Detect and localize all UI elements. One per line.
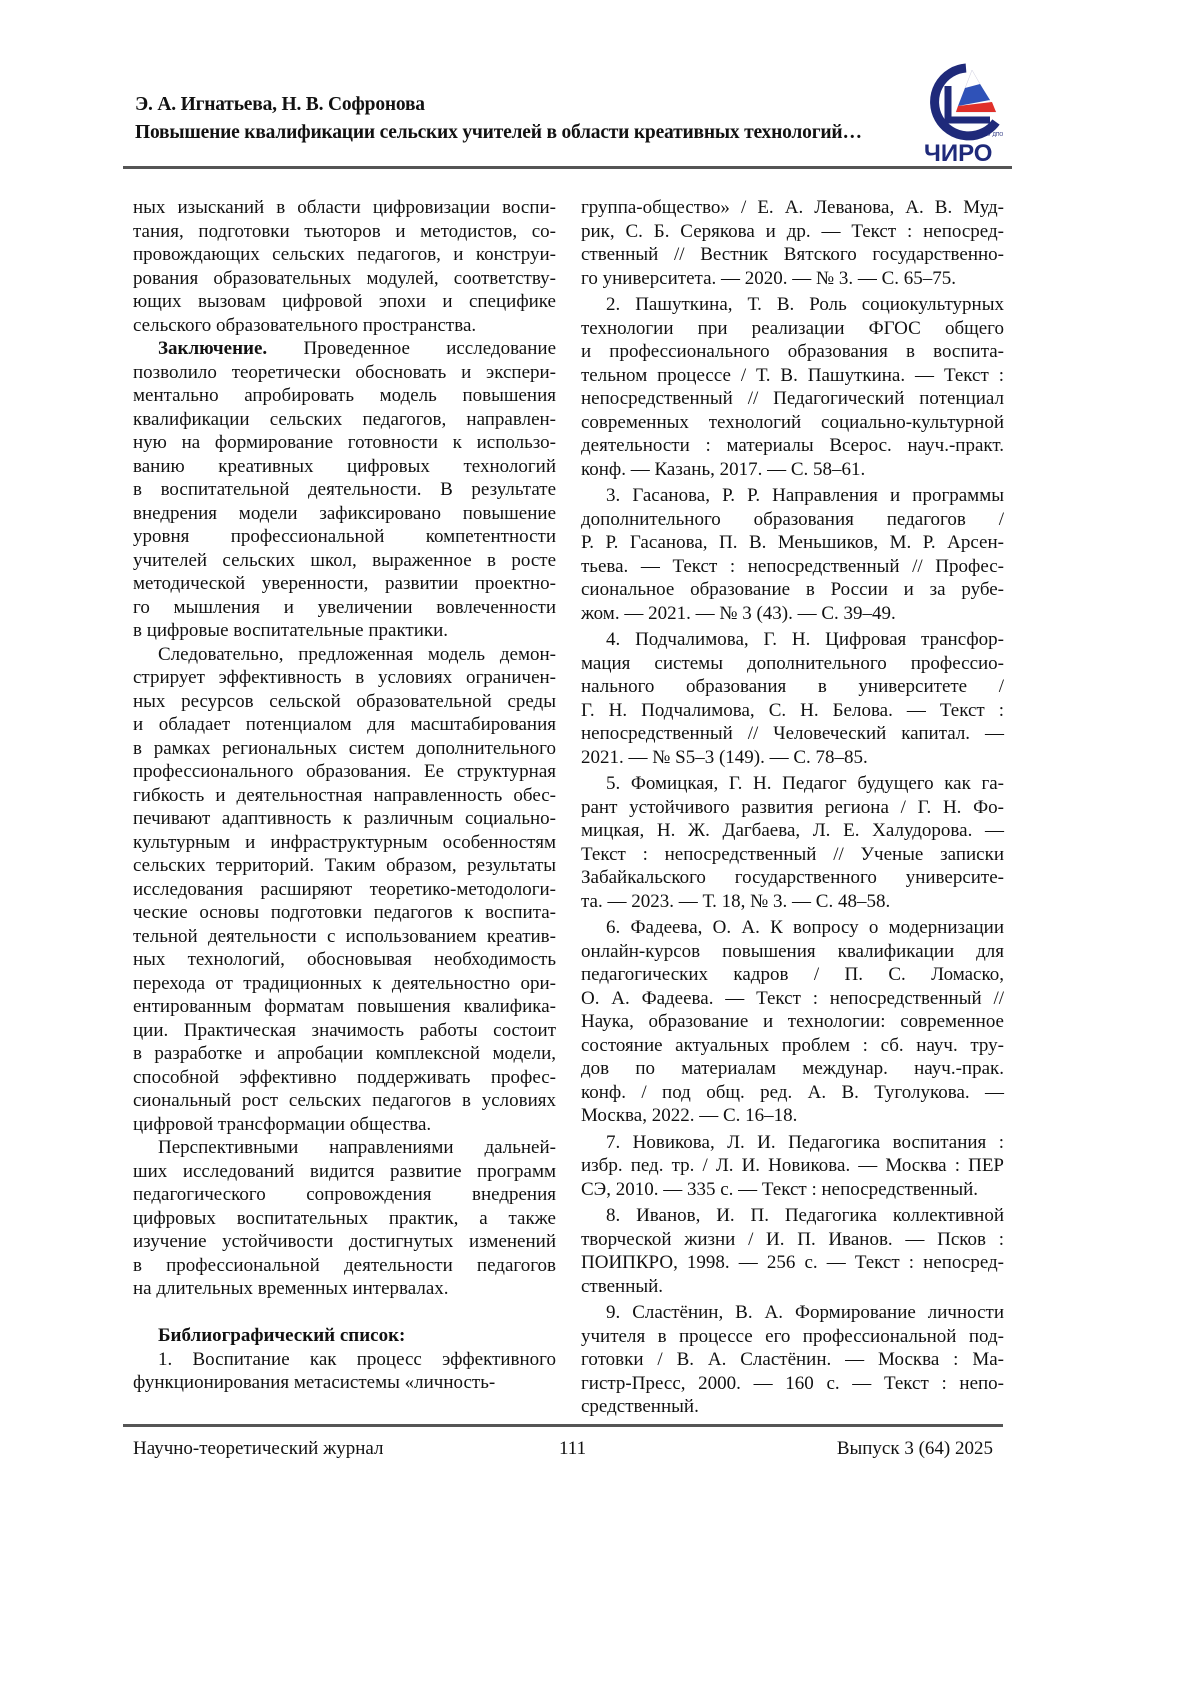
article-authors: Э. А. Игнатьева, Н. В. Софронова [135,94,425,116]
body-paragraph-line: ческие основы подготовки педагогов к воспита- [133,901,556,925]
reference-entry-line: дополнительного образования педагогов / [581,508,1004,532]
reference-entry-line: 4. Подчалимова, Г. Н. Цифровая трансфор- [581,628,1004,652]
reference-entry-line: жом. — 2021. — № 3 (43). — С. 39–49. [581,602,1004,626]
body-paragraph-line: исследования расширяют теоретико-методологи- [133,878,556,902]
reference-entry [133,1348,556,1395]
reference-entry [581,628,1004,769]
body-paragraph-line: перехода от традиционных к деятельностно ори- [133,972,556,996]
reference-entry-line: избр. пед. тр. / Л. И. Новикова. — Москва : ПЕР [581,1154,1004,1178]
body-paragraph-line: ции. Практическая значимость работы состоит [133,1019,556,1043]
body-paragraph-line: ентированным форматам повышения квалифика- [133,995,556,1019]
body-paragraph-line: педагогического сопровождения внедрения [133,1183,556,1207]
reference-entry-line: ственный. [581,1275,1004,1299]
reference-entry-line: группа-общество» / Е. А. Леванова, А. В. Муд- [581,196,1004,220]
section-gap [133,1301,556,1325]
reference-entry [581,293,1004,481]
body-paragraph-line: цифровой трансформации общества. [133,1113,556,1137]
reference-entry-line: рик, С. Б. Серякова и др. — Текст : непосред- [581,220,1004,244]
body-paragraph-line: гибкость и деятельностная направленность обес- [133,784,556,808]
reference-entry [581,1131,1004,1202]
right-column [581,196,1004,1422]
body-paragraph-line: стрирует эффективность в условиях ограничен- [133,666,556,690]
body-paragraph-line [133,337,556,361]
body-paragraph-line: тельной деятельности с использованием креатив- [133,925,556,949]
reference-entry-line: Забайкальского государственного университе- [581,866,1004,890]
reference-entry-line: Текст : непосредственный // Ученые записки [581,843,1004,867]
reference-entry-line: 9. Сластёнин, В. А. Формирование личности [581,1301,1004,1325]
reference-entry-line: 8. Иванов, И. П. Педагогика коллективной [581,1204,1004,1228]
reference-entry-line: состояние актуальных проблем : сб. науч. тру- [581,1034,1004,1058]
reference-entry-line: творческой жизни / И. П. Иванов. — Псков : [581,1228,1004,1252]
reference-entry [581,484,1004,625]
header-divider [123,166,1012,169]
reference-entry-line: 1. Воспитание как процесс эффективного [133,1348,556,1372]
body-paragraph-line: сельских территорий. Таким образом, результаты [133,854,556,878]
reference-entry-line: и профессионального образования в воспита- [581,340,1004,364]
reference-entry-line: рант устойчивого развития региона / Г. Н. Фо- [581,796,1004,820]
body-paragraph-line: учителей сельских школ, выраженное в росте [133,549,556,573]
reference-entry-line: технологии при реализации ФГОС общего [581,317,1004,341]
reference-entry-line: 6. Фадеева, О. А. К вопросу о модернизации [581,916,1004,940]
reference-entry [581,916,1004,1128]
reference-entry-line: деятельности : материалы Всерос. науч.-практ. [581,434,1004,458]
body-paragraph-line: Перспективными направлениями дальней- [133,1136,556,1160]
body-paragraph-line: в профессиональной деятельности педагогов [133,1254,556,1278]
reference-entry [581,772,1004,913]
reference-entry-line: 3. Гасанова, Р. Р. Направления и программы [581,484,1004,508]
logo-subtext: ГБУ ДПО [982,132,1003,138]
reference-entry-line: О. А. Фадеева. — Текст : непосредственный // [581,987,1004,1011]
reference-entry-line: нального образования в университете / [581,675,1004,699]
body-paragraph [133,196,556,337]
reference-entry-line: СЭ, 2010. — 335 с. — Текст : непосредственный. [581,1178,1004,1202]
reference-entry-line: тьева. — Текст : непосредственный // Профес- [581,555,1004,579]
body-paragraph [133,337,556,643]
reference-entry-line: педагогических кадров / П. С. Ломаско, [581,963,1004,987]
reference-entry-line: дов по материалам междунар. науч.-прак. [581,1057,1004,1081]
reference-entry-line: 2. Пашуткина, Т. В. Роль социокультурных [581,293,1004,317]
body-paragraph-line: в цифровые воспитательные практики. [133,619,556,643]
body-paragraph-line: ших исследований видится развитие программ [133,1160,556,1184]
reference-entry-line: непосредственный // Человеческий капитал. — [581,722,1004,746]
reference-entry-line: ПОИПКРО, 1998. — 256 с. — Текст : непосред- [581,1251,1004,1275]
body-paragraph-line: тания, подготовки тьюторов и методистов, со- [133,220,556,244]
body-paragraph [133,643,556,1137]
logo-text: ЧИРО [924,140,992,165]
reference-entry-line: непосредственный // Педагогический потенциал [581,387,1004,411]
footer-journal-name: Научно-теоретический журнал [133,1438,383,1460]
body-paragraph-line: изучение устойчивости достигнутых изменений [133,1230,556,1254]
reference-entry-line: Наука, образование и технологии: современное [581,1010,1004,1034]
body-paragraph [133,1136,556,1301]
body-paragraph-line: цифровых воспитательных практик, а также [133,1207,556,1231]
reference-entry-line: учителя в процессе его профессиональной под- [581,1325,1004,1349]
body-paragraph-line: ных изысканий в области цифровизации воспи- [133,196,556,220]
body-paragraph-line-text: Проведенное исследование [267,338,556,359]
body-paragraph-line: печивают адаптивность к различным социально- [133,807,556,831]
article-running-title: Повышение квалификации сельских учителей в области креативных технологий… [135,122,862,144]
reference-entry [581,196,1004,290]
reference-entry-line: современных технологий социально-культурной [581,411,1004,435]
body-paragraph-line: позволило теоретически обосновать и экспери- [133,361,556,385]
reference-entry-line: та. — 2023. — Т. 18, № 3. — С. 48–58. [581,890,1004,914]
body-paragraph-line: культурным и инфраструктурным особенностям [133,831,556,855]
body-paragraph-line: ную на формирование готовности к использо- [133,431,556,455]
reference-entry-line: функционирования метасистемы «личность- [133,1371,556,1395]
reference-entry-line: онлайн-курсов повышения квалификации для [581,940,1004,964]
page-number: 111 [559,1438,586,1460]
body-paragraph-line: ментально апробировать модель повышения [133,384,556,408]
body-paragraph-line: квалификации сельских педагогов, направлен- [133,408,556,432]
body-paragraph-line: ных технологий, обосновывая необходимость [133,948,556,972]
left-column [133,196,556,1395]
body-paragraph-line: в рамках региональных систем дополнительного [133,737,556,761]
reference-entry-line: 2021. — № S5–3 (149). — С. 78–85. [581,746,1004,770]
body-paragraph-line: го мышления и увеличении вовлеченности [133,596,556,620]
reference-entry-line: 7. Новикова, Л. И. Педагогика воспитания : [581,1131,1004,1155]
body-paragraph-line: в воспитательной деятельности. В результате [133,478,556,502]
body-paragraph-line: сельского образовательного пространства. [133,314,556,338]
reference-entry-line: Г. Н. Подчалимова, С. Н. Белова. — Текст : [581,699,1004,723]
body-paragraph-line: способной эффективно поддерживать профес- [133,1066,556,1090]
paragraph-lead: Заключение. [158,338,267,359]
body-paragraph-line: провождающих сельских педагогов, и конструи- [133,243,556,267]
body-paragraph-line: методической уверенности, развитии проектно- [133,572,556,596]
reference-entry-line: мация системы дополнительного профессио- [581,652,1004,676]
reference-entry-line: конф. / под общ. ред. А. В. Туголукова. — [581,1081,1004,1105]
body-paragraph-line: уровня профессиональной компетентности [133,525,556,549]
body-paragraph-line: и обладает потенциалом для масштабирования [133,713,556,737]
reference-entry-line: средственный. [581,1395,1004,1419]
body-paragraph-line: внедрения модели зафиксировано повышение [133,502,556,526]
reference-entry-line: 5. Фомицкая, Г. Н. Педагог будущего как га- [581,772,1004,796]
reference-entry-line: тельном процессе / Т. В. Пашуткина. — Текст : [581,364,1004,388]
body-paragraph-line: ванию креативных цифровых технологий [133,455,556,479]
reference-entry-line: сиональное образование в России и за рубе- [581,578,1004,602]
reference-entry-line: Москва, 2022. — С. 16–18. [581,1104,1004,1128]
reference-entry-line: ственный // Вестник Вятского государственно- [581,243,1004,267]
body-paragraph-line: ющих вызовам цифровой эпохи и специфике [133,290,556,314]
reference-entry-line: го университета. — 2020. — № 3. — С. 65–75. [581,267,1004,291]
reference-entry [581,1204,1004,1298]
body-paragraph-line: в разработке и апробации комплексной модели, [133,1042,556,1066]
reference-entry-line: мицкая, Н. Ж. Дагбаева, Л. Е. Халудорова. — [581,819,1004,843]
reference-entry-line: Р. Р. Гасанова, П. В. Меньшиков, М. Р. Арсен- [581,531,1004,555]
footer-issue: Выпуск 3 (64) 2025 [837,1438,993,1460]
reference-entry-line: готовки / В. А. Сластёнин. — Москва : Ма- [581,1348,1004,1372]
body-paragraph-line: ных ресурсов сельской образовательной среды [133,690,556,714]
reference-entry-line: гистр-Пресс, 2000. — 160 с. — Текст : непо- [581,1372,1004,1396]
footer-divider [123,1424,1003,1427]
chiro-logo [920,60,1010,165]
reference-entry [581,1301,1004,1419]
body-paragraph-line: сиональный рост сельских педагогов в условиях [133,1089,556,1113]
body-paragraph-line: рования образовательных модулей, соответству- [133,267,556,291]
body-paragraph-line: на длительных временных интервалах. [133,1277,556,1301]
reference-entry-line: конф. — Казань, 2017. — С. 58–61. [581,458,1004,482]
body-paragraph-line: Следовательно, предложенная модель демон- [133,643,556,667]
bibliography-heading: Библиографический список: [133,1324,556,1348]
body-paragraph-line: профессионального образования. Ее структурная [133,760,556,784]
